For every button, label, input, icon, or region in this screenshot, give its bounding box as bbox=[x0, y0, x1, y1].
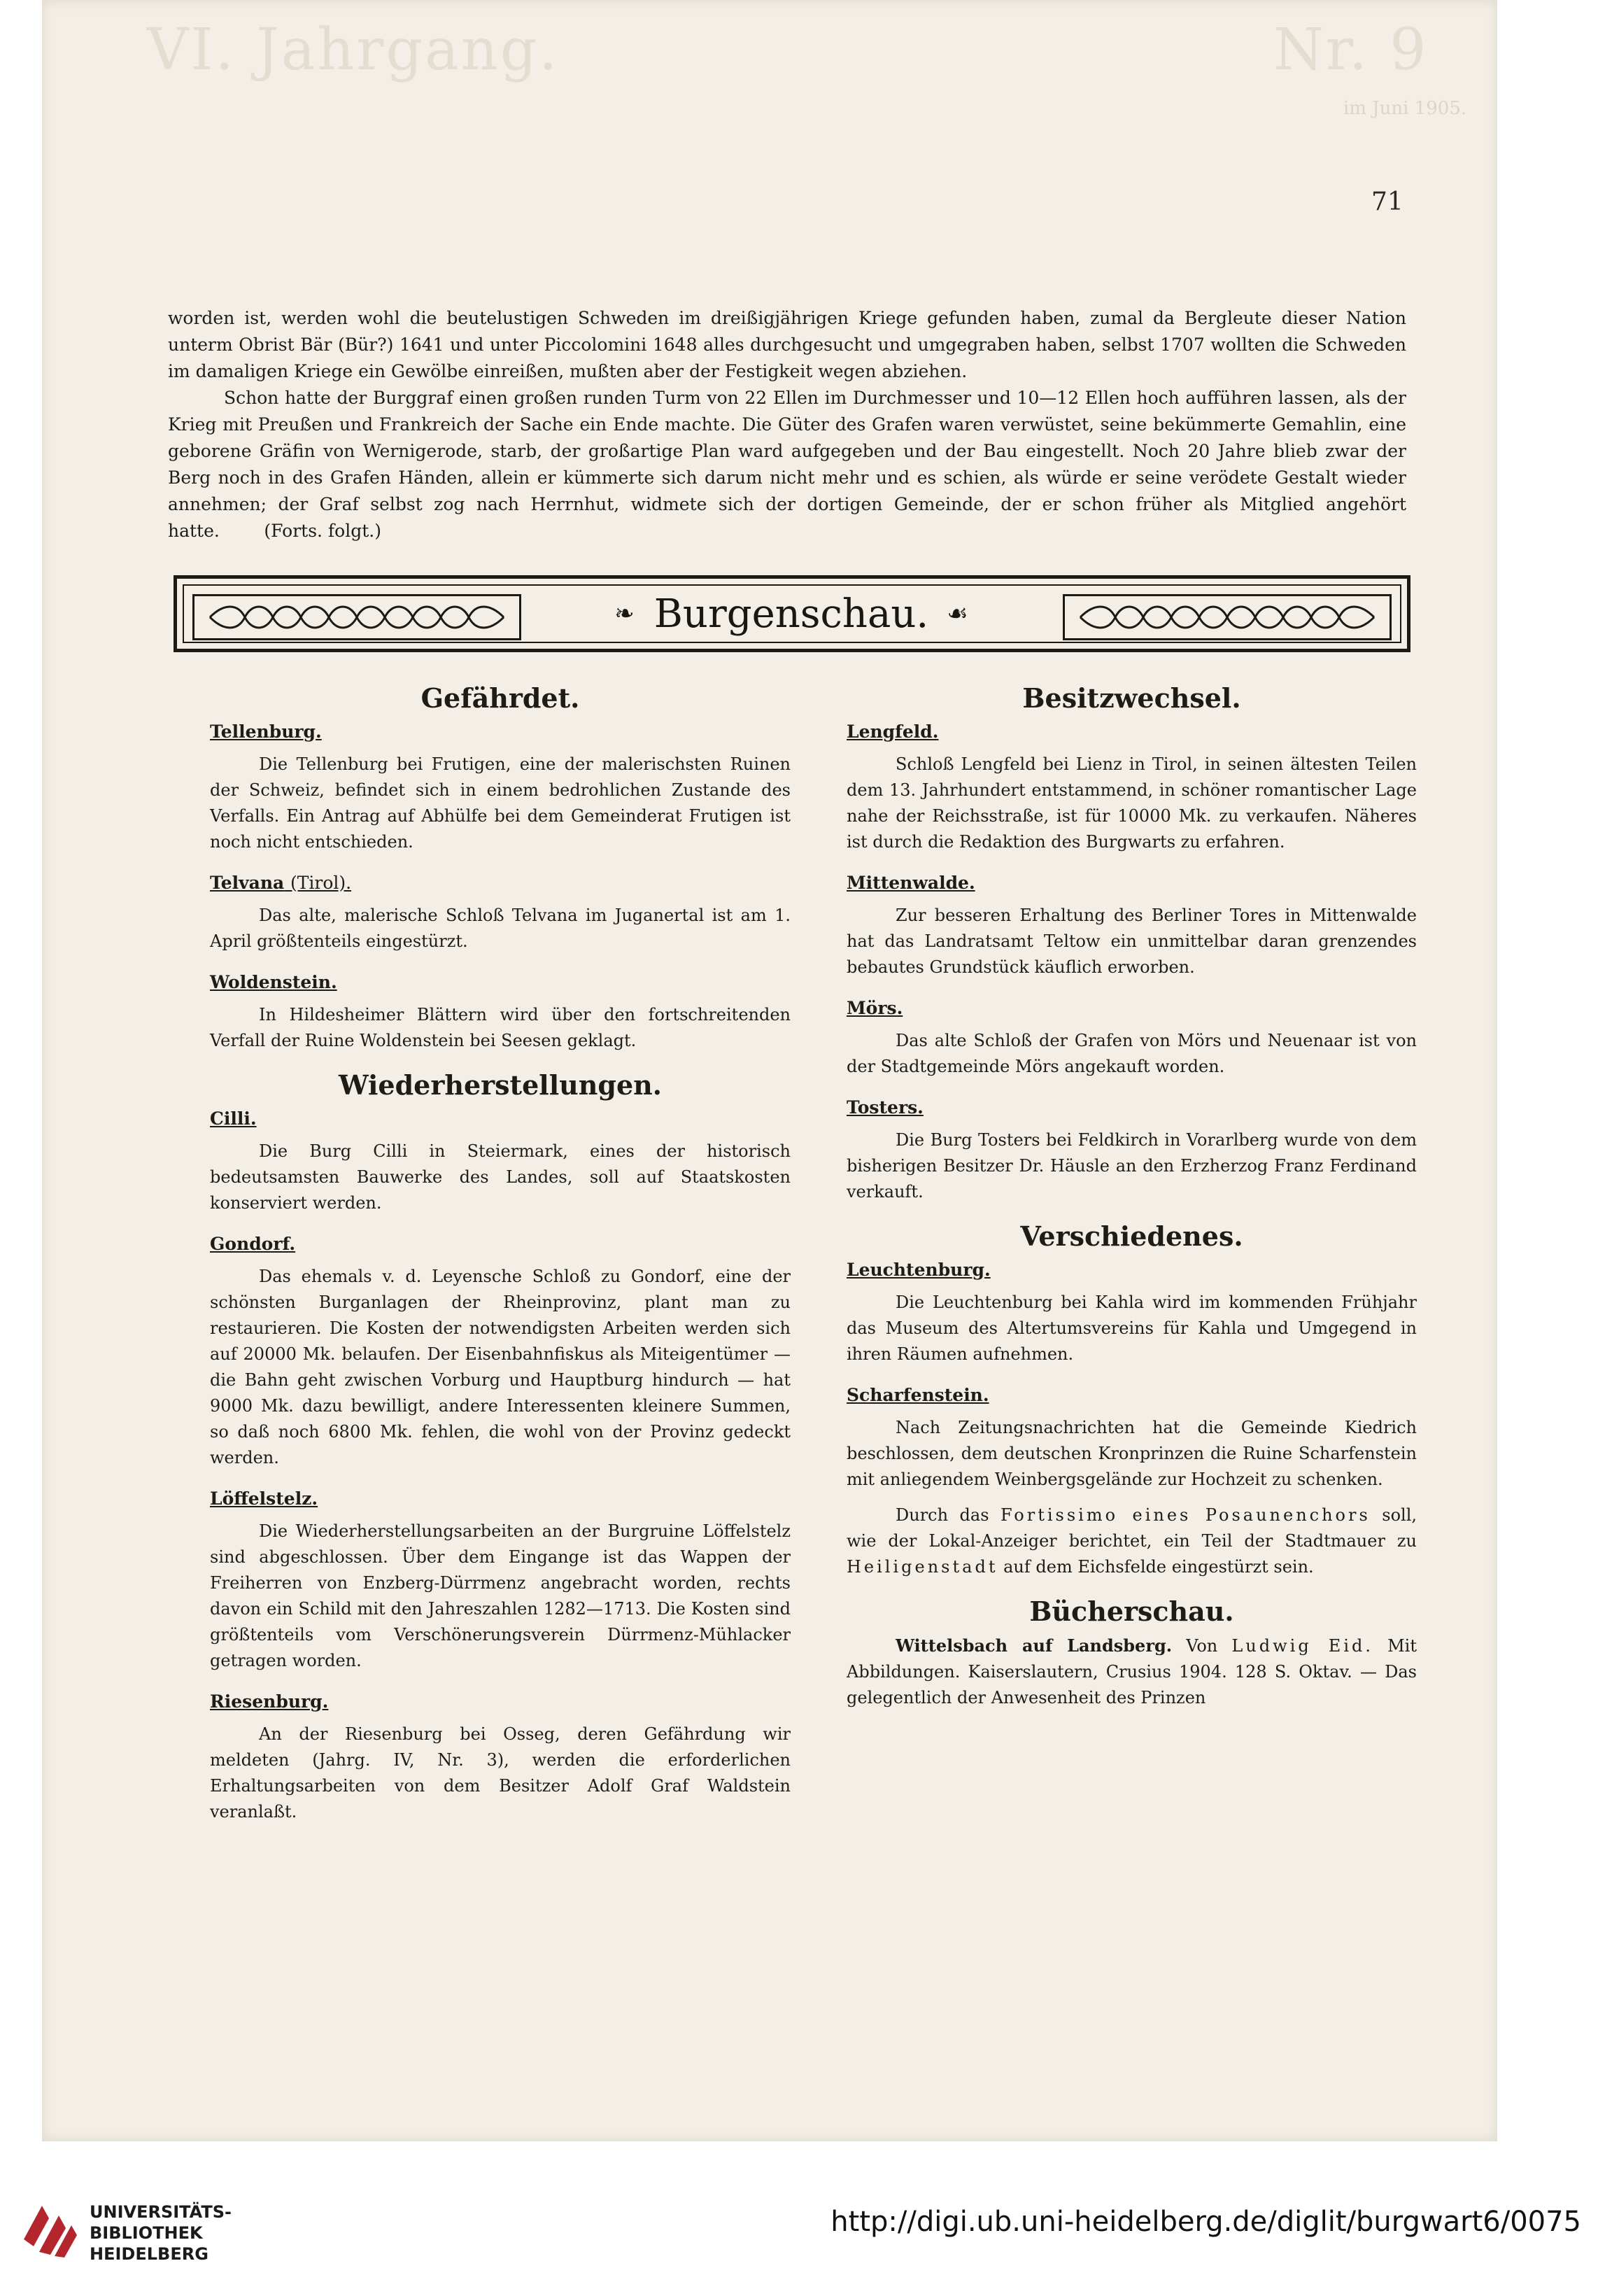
article-text: Die Wiederherstellungsarbeiten an der Burgruine Löffelstelz sind abgeschlossen. Über dem Eingange ist das Wappen der Freiherren von Enzberg-Dürrmenz angebracht worden, rechts davon ein Schild mit den Jahreszahlen 1282—1713. Die Kosten sind größtenteils vom Verschönerungsverein Dürrmenz-Mühlacker getragen worden. bbox=[210, 1521, 791, 1670]
article-title bbox=[210, 1689, 791, 1714]
article-title-text: Telvana bbox=[210, 873, 285, 893]
article-title-text: Gondorf. bbox=[210, 1234, 296, 1254]
article-title-text: Scharfenstein. bbox=[847, 1385, 989, 1405]
section-banner bbox=[174, 575, 1410, 652]
library-logo-icon bbox=[18, 2197, 81, 2260]
text-fragment: Durch das bbox=[896, 1505, 1000, 1525]
article-text: Die Burg Cilli in Steiermark, eines der historisch bedeutsamsten Bauwerke des Landes, soll auf Staatskosten konserviert werden. bbox=[210, 1141, 791, 1213]
spaced-emphasis: Heiligenstadt bbox=[847, 1557, 998, 1577]
article-title-text: Lengfeld. bbox=[847, 721, 939, 742]
library-name-line: BIBLIOTHEK bbox=[90, 2223, 203, 2243]
article-title-text: Mörs. bbox=[847, 998, 903, 1018]
section-heading-besitzwechsel: Besitzwechsel. bbox=[1022, 682, 1241, 714]
section-heading-gefaehrdet: Gefährdet. bbox=[420, 682, 580, 714]
article-title bbox=[210, 719, 791, 745]
library-name bbox=[90, 2202, 232, 2265]
section-heading-wiederherstellungen: Wiederherstellungen. bbox=[338, 1069, 663, 1101]
article-text-2 bbox=[847, 1502, 1417, 1580]
article-tosters bbox=[847, 1095, 1417, 1205]
article-lengfeld bbox=[847, 719, 1417, 855]
ghost-header-right: Nr. 9 bbox=[1273, 17, 1429, 83]
scroll-ornament-icon bbox=[203, 600, 511, 635]
section-heading-buecherschau: Bücherschau. bbox=[1029, 1596, 1234, 1627]
continuation-note: (Forts. folgt.) bbox=[264, 521, 381, 541]
article-title-text: Tellenburg. bbox=[210, 721, 322, 742]
article-text: Das alte Schloß der Grafen von Mörs und Neuenaar ist von der Stadtgemeinde Mörs angekauft worden. bbox=[847, 1031, 1417, 1076]
ornament-left bbox=[192, 594, 521, 640]
text-fragment: Von bbox=[1172, 1636, 1232, 1656]
ghost-header-date: im Juni 1905. bbox=[1343, 98, 1467, 119]
article-text: Die Tellenburg bei Frutigen, eine der malerischsten Ruinen der Schweiz, befindet sich in einem bedrohlichen Zustande des Verfalls. Ein Antrag auf Abhülfe bei dem Gemeinderat Frutigen ist noch nicht entschieden. bbox=[210, 754, 791, 852]
section-heading-verschiedenes: Verschiedenes. bbox=[1020, 1220, 1243, 1252]
article-tellenburg bbox=[210, 719, 791, 855]
article-title-text: Riesenburg. bbox=[210, 1691, 329, 1712]
article-text: Zur besseren Erhaltung des Berliner Tores in Mittenwalde hat das Landratsamt Teltow ein unmittelbar daran grenzendes bebautes Grundstück käuflich erworben. bbox=[847, 906, 1417, 977]
book-title: Wittelsbach auf Landsberg. bbox=[896, 1635, 1173, 1656]
ornament-right bbox=[1063, 594, 1392, 640]
article-leuchtenburg bbox=[847, 1258, 1417, 1367]
banner-inner-frame bbox=[183, 584, 1401, 643]
article-title bbox=[847, 1095, 1417, 1120]
library-name-line: HEIDELBERG bbox=[90, 2244, 208, 2264]
article-title bbox=[210, 1232, 791, 1257]
article-title bbox=[210, 1486, 791, 1512]
scroll-ornament-icon bbox=[1073, 600, 1381, 635]
article-text: Das alte, malerische Schloß Telvana im Juganertal ist am 1. April größtenteils eingestürzt. bbox=[210, 906, 791, 951]
article-title bbox=[847, 996, 1417, 1021]
article-title bbox=[847, 1383, 1417, 1408]
article-text: An der Riesenburg bei Osseg, deren Gefährdung wir meldeten (Jahrg. IV, Nr. 3), werden die erforderlichen Erhaltungsarbeiten von dem Besitzer Adolf Graf Waldstein veranlaßt. bbox=[210, 1724, 791, 1822]
book-review-text bbox=[847, 1633, 1417, 1711]
article-text: Schloß Lengfeld bei Lienz in Tirol, in seinen ältesten Teilen dem 13. Jahrhundert entstammend, in schöner romantischer Lage nahe der Reichsstraße, ist für 10000 Mk. zu verkaufen. Näheres ist durch die Redaktion des Burgwarts zu erfahren. bbox=[847, 754, 1417, 852]
right-column bbox=[847, 682, 1417, 1726]
book-author: Ludwig Eid. bbox=[1231, 1636, 1373, 1656]
article-scharfenstein bbox=[847, 1383, 1417, 1580]
text-fragment: Mit Abbildungen. Kaiserslautern, Crusius 1904. 128 S. Oktav. — Das gelegentlich der Anwesenheit des Prinzen bbox=[847, 1636, 1417, 1707]
book-review bbox=[847, 1633, 1417, 1711]
article-moers bbox=[847, 996, 1417, 1080]
article-text: Das ehemals v. d. Leyensche Schloß zu Gondorf, eine der schönsten Burganlagen der Rheinprovinz, plant man zu restaurieren. Die Kosten der notwendigsten Arbeiten werden sich auf 20000 Mk. belaufen. Der Eisenbahnfiskus als Miteigentümer — die Bahn geht zwischen Vorburg und Hauptburg hindurch — hat 9000 Mk. dazu bewilligt, andere Interessenten kleinere Summen, so daß noch 6800 Mk. fehlen, die wohl von der Provinz gedeckt werden. bbox=[210, 1267, 791, 1467]
article-title-text: Mittenwalde. bbox=[847, 873, 975, 893]
article-title bbox=[847, 1258, 1417, 1283]
ghost-header-left: VI. Jahrgang. bbox=[147, 17, 560, 83]
article-riesenburg bbox=[210, 1689, 791, 1825]
article-title bbox=[210, 871, 791, 896]
article-gondorf bbox=[210, 1232, 791, 1471]
text-fragment: soll, wie der Lokal-Anzeiger berichtet, ein Teil der Stadtmauer zu bbox=[847, 1505, 1417, 1551]
article-text: Die Burg Tosters bei Feldkirch in Vorarlberg wurde von dem bisherigen Besitzer Dr. Häusle an den Erzherzog Franz Ferdinand verkauft. bbox=[847, 1130, 1417, 1202]
intro-paragraph-1: worden ist, werden wohl die beutelustigen Schweden im dreißigjährigen Kriege gefunden haben, zumal da Bergleute dieser Nation unterm Obrist Bär (Bür?) 1641 und unter Piccolomini 1648 alles durchgesucht und umgegraben haben, selbst 1707 wollten die Schweden im damaligen Kriege ein Gewölbe einreißen, mußten aber der Festigkeit wegen abziehen. bbox=[168, 308, 1406, 381]
article-title bbox=[847, 719, 1417, 745]
article-title-text: Cilli. bbox=[210, 1108, 257, 1129]
footer-bar bbox=[0, 2141, 1598, 2296]
article-title-text: Woldenstein. bbox=[210, 972, 337, 992]
article-title-text: Löffelstelz. bbox=[210, 1488, 318, 1509]
article-title-text: Tosters. bbox=[847, 1097, 924, 1118]
article-title bbox=[210, 970, 791, 995]
article-mittenwalde bbox=[847, 871, 1417, 980]
intro-paragraph-2-text: Schon hatte der Burggraf einen großen runden Turm von 22 Ellen im Durchmesser und 10—12 Ellen hoch aufführen lassen, als der Krieg mit Preußen und Frankreich der Sache ein Ende machte. Die Güter des Grafen waren verwüstet, seine bekümmerte Gemahlin, eine geborene Gräfin von Wernigerode, starb, der großartige Plan ward aufgegeben und der Bau eingestellt. Noch 20 Jahre blieb zwar der Berg noch in des Grafen Händen, allein er kümmerte sich darum nicht mehr und es schien, als würde er seine verödete Gestalt wieder annehmen; der Graf selbst zog nach Herrnhut, widmete sich der dortigen Gemeinde, der er schon früher als Mitglied angehört hatte. bbox=[168, 388, 1406, 541]
banner-title-text: Burgenschau. bbox=[653, 591, 929, 637]
left-column bbox=[210, 682, 791, 1840]
page-number: 71 bbox=[1371, 188, 1403, 216]
intro-paragraph-2 bbox=[168, 385, 1406, 544]
article-text: In Hildesheimer Blättern wird über den fortschreitenden Verfall der Ruine Woldenstein bei Seesen geklagt. bbox=[210, 1005, 791, 1050]
article-text: Nach Zeitungsnachrichten hat die Gemeinde Kiedrich beschlossen, dem deutschen Kronprinzen die Ruine Scharfenstein mit anliegendem Weinbergsgelände zur Hochzeit zu schenken. bbox=[847, 1418, 1417, 1489]
article-loeffelstelz bbox=[210, 1486, 791, 1674]
source-url-link[interactable]: http://digi.ub.uni-heidelberg.de/diglit/burgwart6/0075 bbox=[830, 2206, 1581, 2238]
banner-title bbox=[534, 586, 1050, 642]
flourish-right-icon: ☙ bbox=[947, 600, 970, 628]
spaced-emphasis: Fortissimo eines Posaunenchors bbox=[1000, 1505, 1371, 1525]
article-cilli bbox=[210, 1106, 791, 1216]
article-title bbox=[847, 871, 1417, 896]
article-telvana bbox=[210, 871, 791, 955]
library-name-line: UNIVERSITÄTS- bbox=[90, 2202, 232, 2222]
article-title-text: Leuchtenburg. bbox=[847, 1260, 991, 1280]
intro-text bbox=[168, 305, 1406, 544]
article-text: Die Leuchtenburg bei Kahla wird im kommenden Frühjahr das Museum des Altertumsvereins für Kahla und Umgegend in ihren Räumen aufnehmen. bbox=[847, 1293, 1417, 1364]
article-woldenstein bbox=[210, 970, 791, 1054]
text-fragment: auf dem Eichsfelde eingestürzt sein. bbox=[998, 1557, 1314, 1577]
flourish-left-icon: ❧ bbox=[614, 600, 636, 628]
article-subtitle: (Tirol). bbox=[290, 873, 352, 893]
article-title bbox=[210, 1106, 791, 1132]
